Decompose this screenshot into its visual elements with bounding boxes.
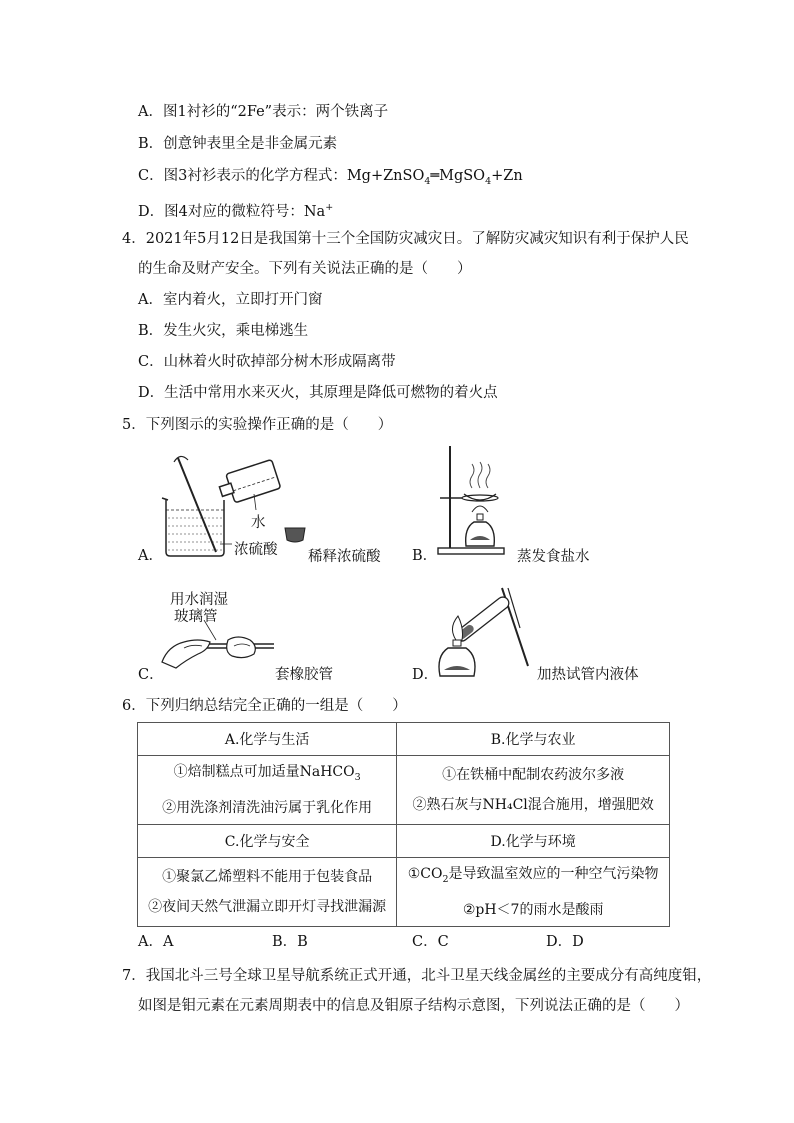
q5-figure-a-letter: A． xyxy=(138,548,163,564)
q4-option-d: D．生活中常用水来灭火，其原理是降低可燃物的着火点 xyxy=(138,385,498,401)
q5-figure-a-label-acid: 浓硫酸 xyxy=(234,542,278,558)
q4-stem-line2: 的生命及财产安全。下列有关说法正确的是（ ） xyxy=(138,261,472,277)
q6-answer-b: B．B xyxy=(272,934,308,950)
q5-figure-a-caption: 稀释浓硫酸 xyxy=(308,549,381,565)
q3-option-c: C．图3衬衫表示的化学方程式：Mg+ZnSO$_4$═MgSO$_4$+Zn xyxy=(138,168,523,187)
q4-option-a: A．室内着火，立即打开门窗 xyxy=(138,292,323,308)
q5-figure-d-letter: D． xyxy=(412,667,439,683)
q3-option-d: D．图4对应的微粒符号：Na+ xyxy=(138,202,334,220)
q6-summary-table xyxy=(137,722,670,927)
q6-cell-b-body xyxy=(397,756,670,825)
q5-figure-c-label2: 玻璃管 xyxy=(174,609,218,625)
q5-figure-c-diagram xyxy=(158,620,278,672)
q5-figure-d-caption: 加热试管内液体 xyxy=(537,667,639,683)
q6-c2: ②夜间天然气泄漏立即开灯寻找泄漏源 xyxy=(148,899,387,915)
q6-answer-c: C．C xyxy=(412,934,449,950)
q6-c1: ①聚氯乙烯塑料不能用于包装食品 xyxy=(162,869,373,885)
q3-option-a: A．图1衬衫的“2Fe”表示：两个铁离子 xyxy=(138,104,389,120)
q6-answer-d: D．D xyxy=(546,934,584,950)
q5-figure-b-diagram xyxy=(432,444,512,558)
q5-figure-c-label1: 用水润湿 xyxy=(170,592,228,608)
q5-figure-a-diagram xyxy=(158,452,308,562)
q6-cell-d-body xyxy=(397,858,670,927)
q6-cell-a-body xyxy=(138,756,397,825)
q5-figure-c-caption: 套橡胶管 xyxy=(275,667,333,683)
q6-cell-c-body xyxy=(138,858,397,927)
q6-cell-d-head: D.化学与环境 xyxy=(397,825,670,858)
q7-stem-line2: 如图是钼元素在元素周期表中的信息及钼原子结构示意图，下列说法正确的是（ ） xyxy=(138,998,689,1014)
q6-d1: $①CO_2$是导致温室效应的一种空气污染物 xyxy=(407,866,659,885)
q6-answer-a: A．A xyxy=(138,934,174,950)
q5-figure-b-caption: 蒸发食盐水 xyxy=(517,549,590,565)
q5-figure-b-letter: B． xyxy=(412,548,438,564)
q6-b2: ②熟石灰与NH₄Cl混合施用，增强肥效 xyxy=(412,797,654,813)
q6-stem: 6．下列归纳总结完全正确的一组是（ ） xyxy=(122,698,407,714)
q6-d2: ②pH＜7的雨水是酸雨 xyxy=(462,901,604,918)
q4-stem-line1: 4．2021年5月12日是我国第十三个全国防灾减灾日。了解防灾减灾知识有利于保护人民 xyxy=(122,231,689,247)
q5-figure-c-letter: C． xyxy=(138,667,164,683)
q6-b1: ①在铁桶中配制农药波尔多液 xyxy=(442,767,625,783)
q6-cell-a-head: A.化学与生活 xyxy=(138,723,397,756)
q5-figure-a-label-water: 水 xyxy=(251,515,266,531)
q3-option-b: B．创意钟表里全是非金属元素 xyxy=(138,136,338,152)
q6-a1: ①焙制糕点可加适量NaHCO$_3$ xyxy=(173,764,361,783)
q6-a2: ②用洗涤剂清洗油污属于乳化作用 xyxy=(162,799,373,816)
q4-option-b: B．发生火灾，乘电梯逃生 xyxy=(138,323,309,339)
q7-stem-line1: 7．我国北斗三号全球卫星导航系统正式开通，北斗卫星天线金属丝的主要成分有高纯度钼， xyxy=(122,968,712,984)
q6-cell-b-head: B.化学与农业 xyxy=(397,723,670,756)
q6-cell-c-head: C.化学与安全 xyxy=(138,825,397,858)
q5-stem: 5．下列图示的实验操作正确的是（ ） xyxy=(122,417,393,433)
q5-figure-d-diagram xyxy=(432,580,532,680)
q4-option-c: C．山林着火时砍掉部分树木形成隔离带 xyxy=(138,354,396,370)
